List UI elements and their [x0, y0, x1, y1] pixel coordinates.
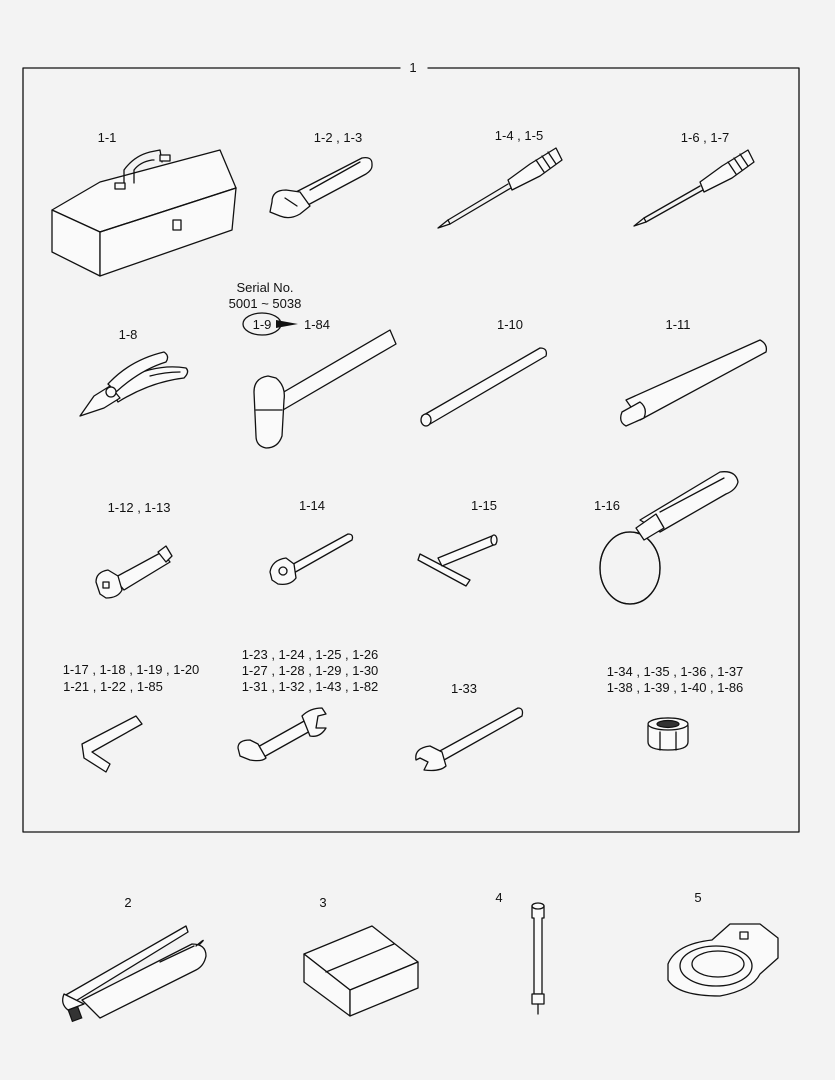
socket-bar-icon	[621, 340, 767, 426]
flat-screwdriver-icon	[438, 148, 562, 228]
double-open-end-wrench-icon	[238, 708, 326, 761]
callout-3: 3	[319, 895, 327, 910]
ring-wrench-head-icon	[668, 924, 778, 996]
callout-1-16: 1-16	[593, 498, 621, 513]
serial-note-range: 5001 ~ 5038	[228, 296, 302, 311]
pliers-icon	[80, 352, 188, 416]
serial-note-title: Serial No.	[236, 280, 294, 295]
callout-1-12: 1-12 , 1-13	[107, 500, 171, 515]
callout-4: 4	[495, 890, 503, 905]
hammer-icon	[254, 330, 396, 448]
filter-wrench-icon	[600, 472, 738, 604]
phillips-screwdriver-icon	[634, 150, 754, 226]
callout-1-4: 1-4 , 1-5	[494, 128, 544, 143]
callout-1-34-line1: 1-34 , 1-35 , 1-36 , 1-37	[606, 664, 744, 679]
callout-1-1: 1-1	[97, 130, 117, 145]
pin-rod-icon	[532, 903, 544, 1014]
box-icon	[304, 926, 418, 1016]
extension-bar-icon	[96, 546, 172, 598]
serial-number-note	[229, 280, 330, 335]
callout-1-10: 1-10	[496, 317, 524, 332]
callout-1-8: 1-8	[118, 327, 138, 342]
callout-1-11: 1-11	[665, 317, 691, 332]
hex-key-icon	[82, 716, 142, 772]
callout-1-15: 1-15	[470, 498, 498, 513]
socket-icon	[648, 718, 688, 750]
callout-5: 5	[694, 890, 702, 905]
callout-1-33: 1-33	[450, 681, 478, 696]
ratchet-handle-icon	[270, 534, 353, 584]
superseded-part-label: 1-9	[252, 317, 272, 332]
callout-1-6: 1-6 , 1-7	[680, 130, 730, 145]
replacement-part-label: 1-84	[304, 317, 331, 332]
callout-1-23-line1: 1-23 , 1-24 , 1-25 , 1-26	[241, 647, 379, 662]
toolbox-icon	[52, 150, 236, 276]
callout-1-14: 1-14	[298, 498, 326, 513]
callout-1-2: 1-2 , 1-3	[313, 130, 363, 145]
callout-1-17-line2: 1-21 , 1-22 , 1-85	[63, 679, 163, 694]
open-end-wrench-icon	[416, 708, 523, 771]
group-number-label: 1	[409, 60, 417, 75]
callout-2: 2	[124, 895, 132, 910]
adjustable-wrench-icon	[270, 158, 372, 218]
callout-1-23-line2: 1-27 , 1-28 , 1-29 , 1-30	[241, 663, 379, 678]
callout-1-23-line3: 1-31 , 1-32 , 1-43 , 1-82	[241, 679, 379, 694]
arrow-right-icon	[276, 320, 298, 328]
t-wrench-icon	[418, 535, 497, 586]
callout-1-17-line1: 1-17 , 1-18 , 1-19 , 1-20	[62, 662, 200, 677]
callout-1-34-line2: 1-38 , 1-39 , 1-40 , 1-86	[606, 680, 744, 695]
grease-gun-icon	[63, 926, 206, 1021]
bar-icon	[421, 348, 546, 426]
